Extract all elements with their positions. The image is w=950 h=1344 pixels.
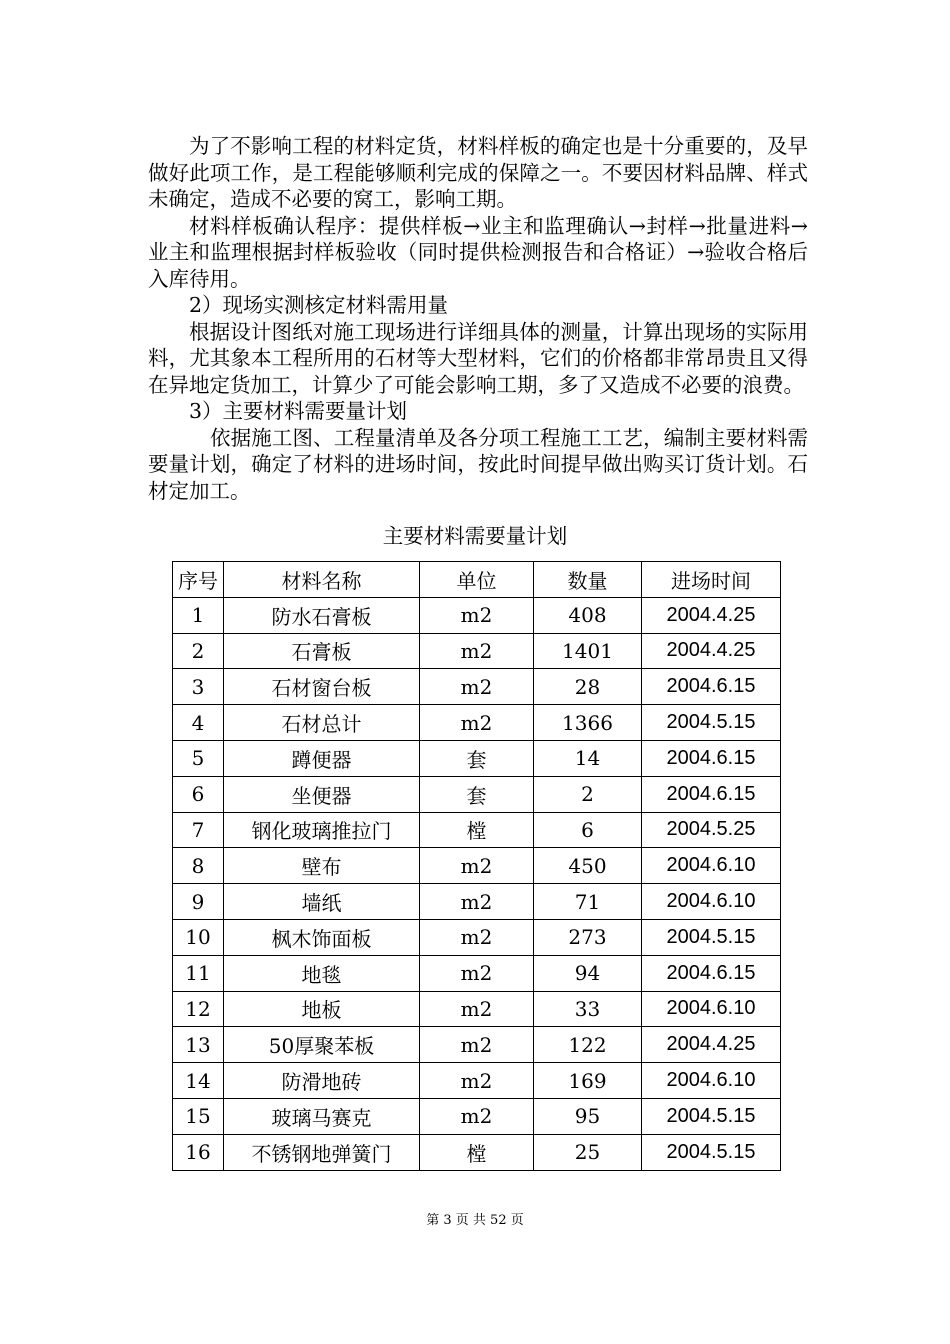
cell-name: 石材总计 — [224, 705, 420, 741]
cell-qty: 33 — [534, 991, 642, 1027]
cell-date: 2004.5.15 — [642, 1098, 781, 1134]
cell-name: 石材窗台板 — [224, 669, 420, 705]
materials-table — [172, 561, 781, 1171]
cell-name: 石膏板 — [224, 633, 420, 669]
cell-qty: 71 — [534, 884, 642, 920]
paragraph-material-plan: 依据施工图、工程量清单及各分项工程施工工艺，编制主要材料需要量计划，确定了材料的进场时间，按此时间提早做出购买订货计划。石材定加工。 — [148, 425, 808, 503]
cell-date: 2004.6.15 — [642, 740, 781, 776]
cell-no: 1 — [173, 597, 224, 633]
cell-unit: 套 — [420, 776, 534, 812]
cell-qty: 28 — [534, 669, 642, 705]
cell-unit: m2 — [420, 884, 534, 920]
cell-date: 2004.6.15 — [642, 955, 781, 991]
cell-unit: m2 — [420, 919, 534, 955]
table-row — [173, 705, 781, 741]
table-row — [173, 1098, 781, 1134]
cell-name: 枫木饰面板 — [224, 919, 420, 955]
cell-qty: 1401 — [534, 633, 642, 669]
table-title: 主要材料需要量计划 — [382, 524, 568, 548]
header-qty: 数量 — [534, 562, 642, 598]
materials-table-body — [173, 597, 781, 1170]
cell-qty: 94 — [534, 955, 642, 991]
cell-name: 地毯 — [224, 955, 420, 991]
table-row — [173, 740, 781, 776]
table-row — [173, 1063, 781, 1099]
cell-no: 6 — [173, 776, 224, 812]
table-row — [173, 848, 781, 884]
cell-no: 15 — [173, 1098, 224, 1134]
table-row — [173, 1027, 781, 1063]
cell-qty: 408 — [534, 597, 642, 633]
cell-unit: m2 — [420, 1098, 534, 1134]
cell-qty: 169 — [534, 1063, 642, 1099]
cell-qty: 1366 — [534, 705, 642, 741]
cell-unit: m2 — [420, 991, 534, 1027]
cell-qty: 25 — [534, 1134, 642, 1170]
cell-date: 2004.6.10 — [642, 884, 781, 920]
cell-unit: m2 — [420, 1063, 534, 1099]
body-text — [148, 133, 808, 504]
header-name: 材料名称 — [224, 562, 420, 598]
cell-unit: m2 — [420, 955, 534, 991]
cell-no: 9 — [173, 884, 224, 920]
cell-date: 2004.6.10 — [642, 1063, 781, 1099]
cell-qty: 450 — [534, 848, 642, 884]
cell-date: 2004.4.25 — [642, 597, 781, 633]
cell-unit: m2 — [420, 597, 534, 633]
cell-qty: 14 — [534, 740, 642, 776]
cell-no: 5 — [173, 740, 224, 776]
cell-name: 壁布 — [224, 848, 420, 884]
cell-name: 防水石膏板 — [224, 597, 420, 633]
cell-qty: 95 — [534, 1098, 642, 1134]
cell-date: 2004.5.25 — [642, 812, 781, 848]
cell-no: 8 — [173, 848, 224, 884]
cell-date: 2004.6.10 — [642, 991, 781, 1027]
cell-unit: m2 — [420, 848, 534, 884]
cell-date: 2004.4.25 — [642, 633, 781, 669]
cell-no: 14 — [173, 1063, 224, 1099]
header-no: 序号 — [173, 562, 224, 598]
cell-qty: 2 — [534, 776, 642, 812]
table-row — [173, 919, 781, 955]
cell-no: 13 — [173, 1027, 224, 1063]
cell-name: 坐便器 — [224, 776, 420, 812]
cell-qty: 273 — [534, 919, 642, 955]
paragraph-site-measurement: 根据设计图纸对施工现场进行详细具体的测量，计算出现场的实际用料，尤其象本工程所用的石材等大型材料，它们的价格都非常昂贵且又得在异地定货加工，计算少了可能会影响工期，多了又造成不必要的浪费。 — [148, 319, 808, 397]
page-footer: 第 3 页 共 52 页 — [426, 1213, 524, 1228]
cell-name: 蹲便器 — [224, 740, 420, 776]
table-row — [173, 812, 781, 848]
table-row — [173, 633, 781, 669]
cell-no: 2 — [173, 633, 224, 669]
cell-date: 2004.5.15 — [642, 1134, 781, 1170]
cell-date: 2004.6.15 — [642, 669, 781, 705]
cell-no: 7 — [173, 812, 224, 848]
cell-date: 2004.6.10 — [642, 848, 781, 884]
paragraph-material-sample-importance: 为了不影响工程的材料定货，材料样板的确定也是十分重要的，及早做好此项工作，是工程能够顺利完成的保障之一。不要因材料品牌、样式未确定，造成不必要的窝工，影响工期。 — [148, 134, 808, 211]
cell-date: 2004.4.25 — [642, 1027, 781, 1063]
table-row — [173, 669, 781, 705]
table-row — [173, 776, 781, 812]
cell-unit: 樘 — [420, 1134, 534, 1170]
paragraph-sample-confirmation-procedure: 材料样板确认程序：提供样板→业主和监理确认→封样→批量进料→业主和监理根据封样板验收（同时提供检测报告和合格证）→验收合格后入库待用。 — [148, 213, 808, 291]
cell-date: 2004.6.15 — [642, 776, 781, 812]
table-row — [173, 1134, 781, 1170]
cell-no: 16 — [173, 1134, 224, 1170]
cell-qty: 6 — [534, 812, 642, 848]
cell-unit: m2 — [420, 633, 534, 669]
cell-name: 防滑地砖 — [224, 1063, 420, 1099]
header-date: 进场时间 — [642, 562, 781, 598]
cell-name: 不锈钢地弹簧门 — [224, 1134, 420, 1170]
cell-no: 11 — [173, 955, 224, 991]
cell-no: 3 — [173, 669, 224, 705]
cell-no: 4 — [173, 705, 224, 741]
cell-name: 墙纸 — [224, 884, 420, 920]
cell-name: 地板 — [224, 991, 420, 1027]
cell-unit: m2 — [420, 1027, 534, 1063]
table-row — [173, 597, 781, 633]
cell-name: 50厚聚苯板 — [224, 1027, 420, 1063]
cell-name: 钢化玻璃推拉门 — [224, 812, 420, 848]
cell-unit: 樘 — [420, 812, 534, 848]
header-unit: 单位 — [420, 562, 534, 598]
table-row — [173, 955, 781, 991]
table-row — [173, 884, 781, 920]
cell-unit: m2 — [420, 705, 534, 741]
cell-qty: 122 — [534, 1027, 642, 1063]
cell-name: 玻璃马赛克 — [224, 1098, 420, 1134]
cell-date: 2004.5.15 — [642, 919, 781, 955]
section-heading-site-measurement: 2）现场实测核定材料需用量 — [189, 293, 449, 317]
cell-no: 12 — [173, 991, 224, 1027]
section-heading-material-plan: 3）主要材料需要量计划 — [189, 399, 408, 423]
cell-date: 2004.5.15 — [642, 705, 781, 741]
cell-unit: m2 — [420, 669, 534, 705]
table-header-row — [173, 562, 781, 598]
cell-no: 10 — [173, 919, 224, 955]
cell-unit: 套 — [420, 740, 534, 776]
table-row — [173, 991, 781, 1027]
